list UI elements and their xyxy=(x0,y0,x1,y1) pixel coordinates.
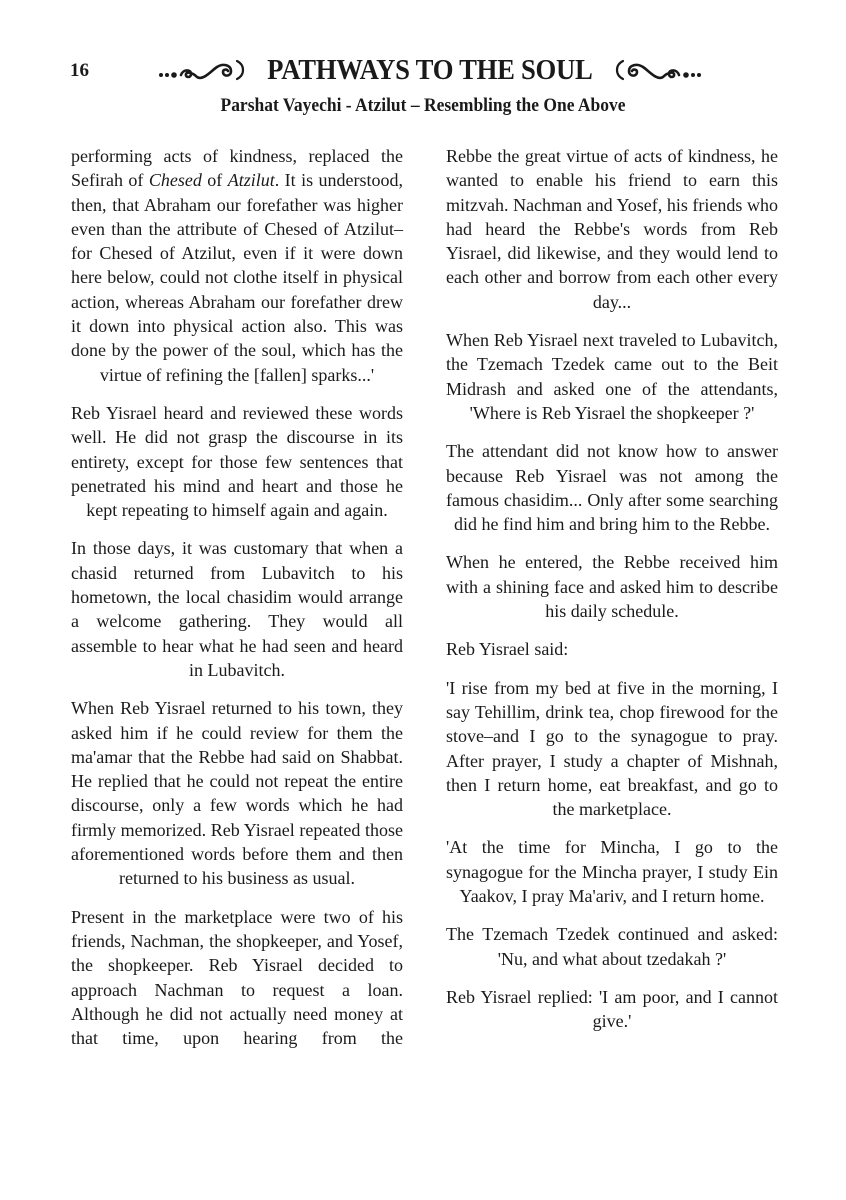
right-scroll-ornament-icon xyxy=(611,57,703,83)
text-run: performing acts of kindness, replaced the Sefirah of xyxy=(71,146,403,191)
left-scroll-ornament-icon xyxy=(157,57,249,83)
page-number: 16 xyxy=(70,60,89,81)
text-run: . It is understood, then, that Abraham our forefather was higher even than the attribute of Chesed of Atzilut–for Chesed of Atzilut, even if it were down here below, could not clothe itself in physical action, whereas Abraham our forefather drew it down into physical action also. This was done by the power of the soul, which has the virtue of refining the [fallen] sparks...' xyxy=(71,170,403,385)
paragraph: Rebbe the great virtue of acts of kindness, he wanted to enable his friend to earn this mitzvah. Nachman and Yosef, his friends who had heard the Rebbe's words from Reb Yisrael, did likewise, and they would lend to each other and borrow from each other every day... xyxy=(446,146,778,312)
left-column xyxy=(71,144,403,1064)
italic-term: Chesed xyxy=(148,170,202,191)
paragraph: Reb Yisrael replied: 'I am poor, and I cannot give.' xyxy=(446,986,778,1032)
paragraph: The Tzemach Tzedek continued and asked: 'Nu, and what about tzedakah ?' xyxy=(446,924,778,969)
text-run: of xyxy=(201,170,228,191)
right-column xyxy=(446,144,778,1048)
running-header xyxy=(130,50,730,90)
paragraph: Reb Yisrael heard and reviewed these words well. He did not grasp the discourse in its entirety, except for those few sentences that penetrated his mind and heart and those he kept repeating to himself again and again. xyxy=(71,402,403,521)
book-title: PATHWAYS TO THE SOUL xyxy=(267,53,593,86)
paragraph: In those days, it was customary that when a chasid returned from Lubavitch to his hometown, the local chasidim would arrange a welcome gathering. They would all assemble to hear what he had seen and heard in Lubavitch. xyxy=(71,538,403,680)
paragraph: When Reb Yisrael next traveled to Lubavitch, the Tzemach Tzedek came out to the Beit Midrash and asked one of the attendants, 'Where is Reb Yisrael the shopkeeper ?' xyxy=(446,330,778,423)
paragraph: Reb Yisrael said: xyxy=(446,639,569,660)
paragraph: 'I rise from my bed at five in the morning, I say Tehillim, drink tea, chop firewood for the stove–and I go to the synagogue to pray. After prayer, I study a chapter of Mishnah, then I return home, eat breakfast, and go to the marketplace. xyxy=(446,677,778,820)
paragraph: Present in the marketplace were two of his friends, Nachman, the shopkeeper, and Yosef, the shopkeeper. Reb Yisrael decided to approach Nachman to request a loan. Although he did not actually need money at that time, upon hearing from the xyxy=(71,906,403,1049)
paragraph: When Reb Yisrael returned to his town, they asked him if he could review for them the ma'amar that the Rebbe had said on Shabbat. He replied that he could not repeat the entire discourse, only a few words which he had firmly memorized. Reb Yisrael repeated those aforementioned words before them and then returned to his business as usual. xyxy=(71,698,403,889)
chapter-subtitle: Parshat Vayechi - Atzilut – Resembling the One Above xyxy=(220,95,626,116)
paragraph: The attendant did not know how to answer because Reb Yisrael was not among the famous chasidim... Only after some searching did he find him and bring him to the Rebbe. xyxy=(446,441,778,535)
italic-term: Atzilut xyxy=(227,170,275,191)
paragraph xyxy=(71,144,403,387)
paragraph: When he entered, the Rebbe received him with a shining face and asked him to describe his daily schedule. xyxy=(446,552,778,622)
paragraph: 'At the time for Mincha, I go to the synagogue for the Mincha prayer, I study Ein Yaakov, I pray Ma'ariv, and I return home. xyxy=(446,837,778,907)
